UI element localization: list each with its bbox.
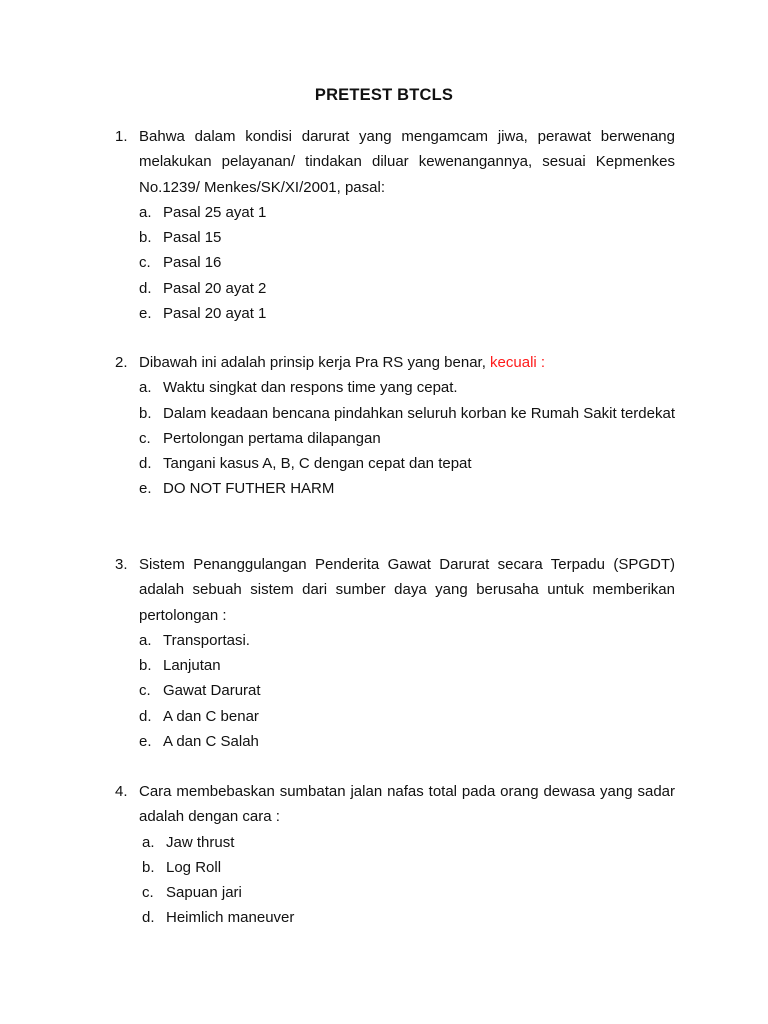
option-c: [139, 678, 675, 703]
option-text: Pasal 16: [163, 254, 222, 272]
option-list: [139, 200, 675, 326]
option-letter: b.: [139, 404, 152, 422]
option-letter: d.: [142, 909, 155, 927]
option-c: [139, 426, 675, 451]
page-title: PRETEST BTCLS: [314, 86, 454, 104]
option-text: Dalam keadaan bencana pindahkan seluruh korban ke Rumah Sakit terdekat: [163, 404, 675, 422]
option-text: Transportasi.: [163, 631, 250, 649]
option-text: Jaw thrust: [166, 833, 235, 851]
option-letter: b.: [139, 657, 152, 675]
option-a: [139, 200, 675, 225]
option-letter: d.: [139, 455, 152, 473]
question-3: [115, 552, 675, 754]
option-a: [139, 375, 675, 400]
question-text: [139, 350, 675, 375]
option-letter: d.: [139, 279, 152, 297]
option-text: Sapuan jari: [166, 884, 242, 902]
question-stem: Dibawah ini adalah prinsip kerja Pra RS yang benar,: [139, 354, 486, 371]
option-d: [139, 905, 675, 930]
option-letter: d.: [139, 707, 152, 725]
option-letter: c.: [139, 682, 151, 700]
option-letter: b.: [142, 858, 155, 876]
option-text: Gawat Darurat: [163, 682, 261, 700]
option-letter: c.: [139, 429, 151, 447]
question-highlight: kecuali :: [490, 354, 546, 371]
option-e: [139, 476, 675, 501]
option-text: Heimlich maneuver: [166, 909, 295, 927]
option-d: [139, 276, 675, 301]
question-2: [115, 350, 675, 502]
option-text: Waktu singkat dan respons time yang cepat.: [163, 379, 458, 397]
question-stem: Bahwa dalam kondisi darurat yang mengamcam jiwa, perawat berwenang melakukan pelayanan/ tindakan diluar kewenangannya, sesuai Kepmenkes No.1239/ Menkes/SK/XI/2001, pasal:: [139, 128, 675, 196]
option-text: Pertolongan pertama dilapangan: [163, 429, 381, 447]
question-text: [139, 779, 675, 830]
question-number: 2.: [115, 354, 128, 371]
option-b: [139, 653, 675, 678]
option-b: [139, 401, 675, 426]
option-letter: e.: [139, 733, 152, 751]
option-list: [139, 628, 675, 754]
option-text: A dan C benar: [163, 707, 259, 725]
option-text: Log Roll: [166, 858, 222, 876]
option-text: DO NOT FUTHER HARM: [163, 480, 335, 498]
option-text: A dan C Salah: [163, 733, 259, 751]
option-b: [139, 855, 675, 880]
question-stem: Sistem Penanggulangan Penderita Gawat Darurat secara Terpadu (SPGDT) adalah sebuah sistem dari sumber daya yang berusaha untuk memberikan pertolongan :: [139, 556, 675, 624]
question-text: [139, 124, 675, 200]
option-letter: a.: [139, 631, 152, 649]
option-b: [139, 225, 675, 250]
option-d: [139, 451, 675, 476]
option-list: [139, 375, 675, 501]
option-letter: c.: [139, 254, 151, 272]
option-d: [139, 704, 675, 729]
option-a: [139, 628, 675, 653]
option-text: Lanjutan: [163, 657, 221, 675]
option-text: Pasal 15: [163, 229, 222, 247]
question-4: [115, 779, 675, 931]
option-c: [139, 250, 675, 275]
option-text: Pasal 20 ayat 1: [163, 305, 267, 323]
question-text: [139, 552, 675, 628]
option-a: [139, 830, 675, 855]
question-stem: Cara membebaskan sumbatan jalan nafas total pada orang dewasa yang sadar adalah dengan cara :: [139, 783, 675, 826]
question-1: [115, 124, 675, 326]
option-letter: a.: [142, 833, 155, 851]
option-letter: c.: [142, 884, 154, 902]
option-letter: a.: [139, 203, 152, 221]
option-text: Tangani kasus A, B, C dengan cepat dan tepat: [163, 455, 472, 473]
option-text: Pasal 20 ayat 2: [163, 279, 267, 297]
option-text: Pasal 25 ayat 1: [163, 203, 267, 221]
question-number: 4.: [115, 783, 128, 800]
question-number: 3.: [115, 556, 128, 573]
option-letter: a.: [139, 379, 152, 397]
question-number: 1.: [115, 128, 128, 145]
option-list: [139, 830, 675, 931]
option-e: [139, 729, 675, 754]
option-letter: e.: [139, 480, 152, 498]
option-letter: e.: [139, 305, 152, 323]
option-letter: b.: [139, 229, 152, 247]
option-c: [139, 880, 675, 905]
option-e: [139, 301, 675, 326]
